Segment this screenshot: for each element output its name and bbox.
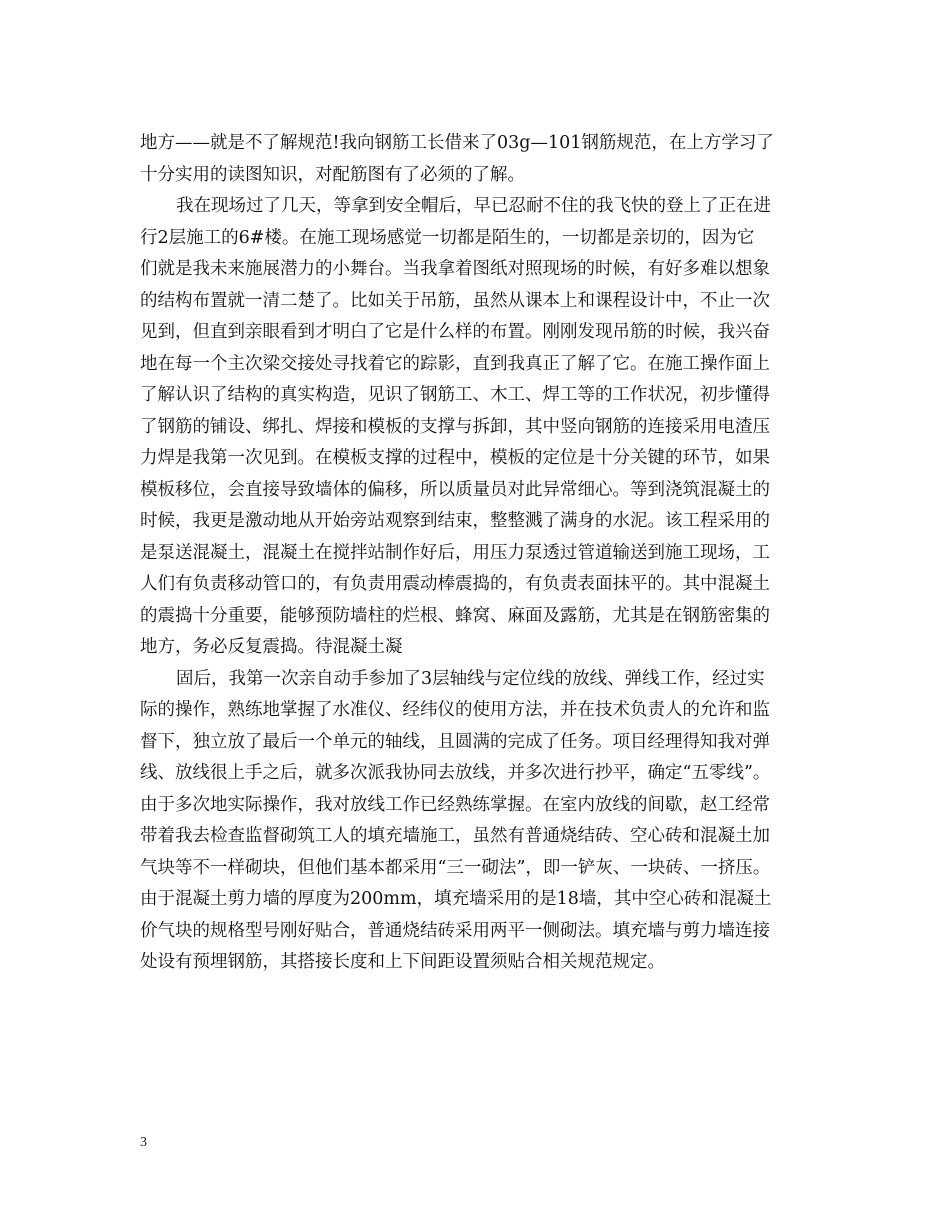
text-line: 的结构布置就一清二楚了。比如关于吊筋，虽然从课本上和课程设计中，不止一次 (140, 290, 770, 311)
text-line: 由于多次地实际操作，我对放线工作已经熟练掌握。在室内放线的间歇，赵工经常 (140, 794, 770, 815)
text-line: 价气块的规格型号刚好贴合，普通烧结砖采用两平一侧砌法。填充墙与剪力墙连接 (140, 920, 770, 941)
text-line: 的震捣十分重要，能够预防墙柱的烂根、蜂窝、麻面及露筋，尤其是在钢筋密集的 (140, 605, 770, 626)
text-line: 们就是我未来施展潜力的小舞台。当我拿着图纸对照现场的时候，有好多难以想象 (140, 259, 770, 279)
text-line: 人们有负责移动管口的，有负责用震动棒震捣的，有负责表面抹平的。其中混凝土 (140, 574, 770, 594)
page-number: 3 (140, 1135, 147, 1150)
text-line: 地方——就是不了解规范!我向钢筋工长借来了03g—101钢筋规范，在上方学习了 (140, 133, 774, 153)
text-line: 线、放线很上手之后，就多次派我协同去放线，并多次进行抄平，确定“五零线”。 (140, 763, 771, 783)
text-line: 处设有预埋钢筋，其搭接长度和上下间距设置须贴合相关规范规定。 (140, 952, 665, 972)
text-line: 带着我去检查监督砌筑工人的填充墙施工，虽然有普通烧结砖、空心砖和混凝土加 (140, 826, 770, 846)
text-line: 十分实用的读图知识，对配筋图有了必须的了解。 (140, 164, 525, 185)
text-line: 是泵送混凝土，混凝土在搅拌站制作好后，用压力泵透过管道输送到施工现场，工 (140, 542, 770, 563)
paragraph-start-line: 我在现场过了几天，等拿到安全帽后，早已忍耐不住的我飞快的登上了正在进 (176, 196, 771, 216)
body-text (140, 128, 820, 979)
text-line: 模板移位，会直接导致墙体的偏移，所以质量员对此异常细心。等到浇筑混凝土的 (140, 479, 770, 500)
text-line: 气块等不一样砌块，但他们基本都采用“三一砌法”，即一铲灰、一块砖、一挤压。 (140, 857, 771, 878)
text-line: 由于混凝土剪力墙的厚度为200mm，填充墙采用的是18墙，其中空心砖和混凝土 (140, 889, 772, 909)
text-line: 际的操作，熟练地掌握了水准仪、经纬仪的使用方法，并在技术负责人的允许和监 (140, 700, 770, 720)
text-line: 行2层施工的6#楼。在施工现场感觉一切都是陌生的，一切都是亲切的，因为它 (140, 227, 755, 248)
text-line: 力焊是我第一次见到。在模板支撑的过程中，模板的定位是十分关键的环节，如果 (140, 448, 770, 468)
text-line: 地在每一个主次梁交接处寻找着它的踪影，直到我真正了解了它。在施工操作面上 (140, 353, 770, 374)
text-line: 地方，务必反复震捣。待混凝土凝 (140, 637, 403, 657)
text-line: 见到，但直到亲眼看到才明白了它是什么样的布置。刚刚发现吊筋的时候，我兴奋 (140, 322, 770, 342)
paragraph-start-line: 固后，我第一次亲自动手参加了3层轴线与定位线的放线、弹线工作，经过实 (176, 668, 765, 689)
text-line: 了解认识了结构的真实构造，见识了钢筋工、木工、焊工等的工作状况，初步懂得 (140, 385, 770, 405)
text-line: 了钢筋的铺设、绑扎、焊接和模板的支撑与拆卸，其中竖向钢筋的连接采用电渣压 (140, 416, 770, 437)
text-line: 督下，独立放了最后一个单元的轴线，且圆满的完成了任务。项目经理得知我对弹 (140, 731, 770, 752)
text-line: 时候，我更是激动地从开始旁站观察到结束，整整溅了满身的水泥。该工程采用的 (140, 511, 770, 531)
